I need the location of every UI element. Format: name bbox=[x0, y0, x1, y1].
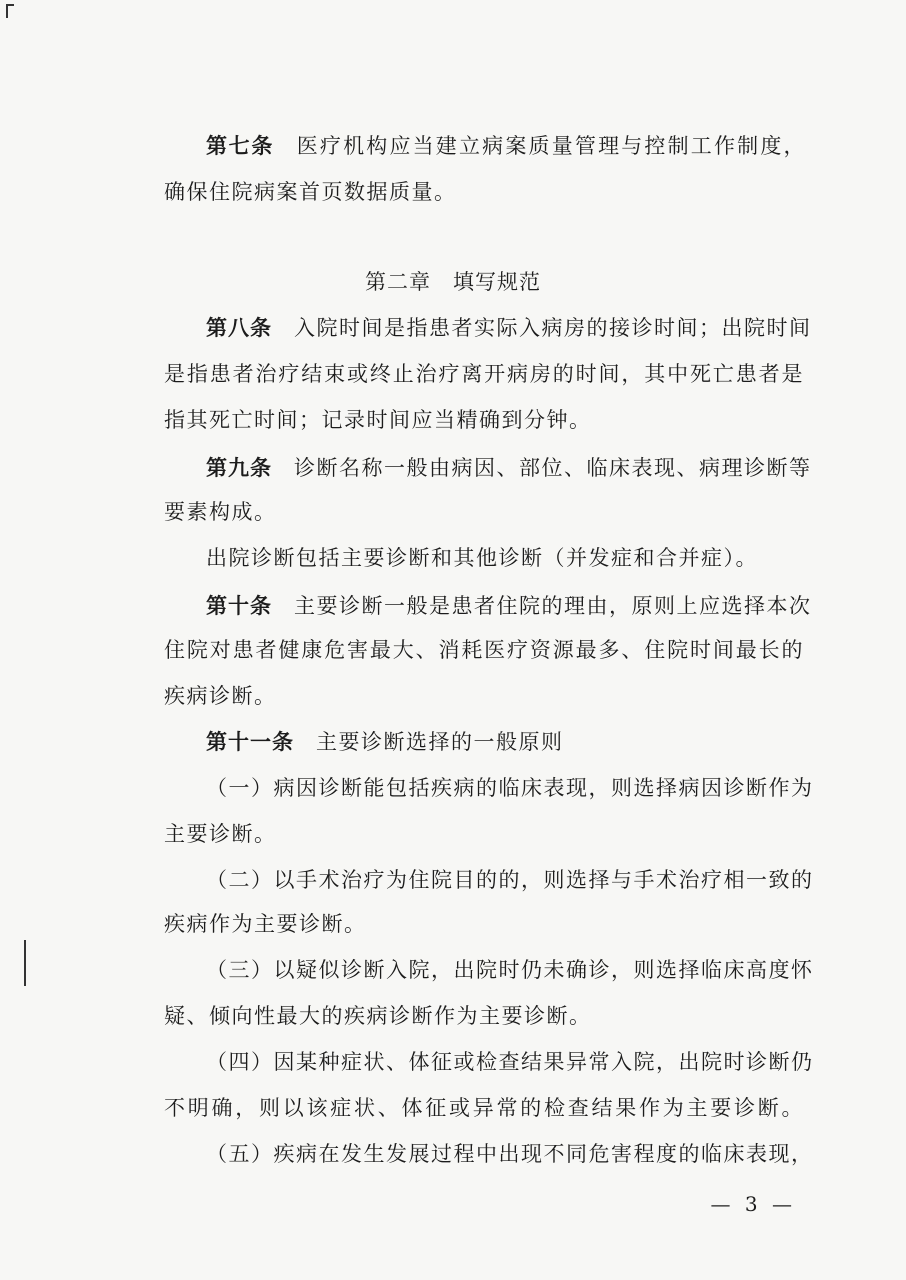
article-9-line-3: 出院诊断包括主要诊断和其他诊断（并发症和合并症）。 bbox=[206, 546, 758, 570]
article-8-line-2: 是指患者治疗结束或终止治疗离开病房的时间，其中死亡患者是 bbox=[164, 362, 804, 386]
article-10-line-1 bbox=[206, 592, 812, 620]
item-4-line-2: 不明确，则以该症状、体征或异常的检查结果作为主要诊断。 bbox=[164, 1096, 804, 1120]
article-11-label: 第十一条 bbox=[206, 730, 294, 754]
chapter-heading bbox=[0, 268, 906, 296]
chapter-title: 填写规范 bbox=[453, 270, 541, 294]
article-8-line-1 bbox=[206, 314, 812, 342]
item-3-line-2: 疑、倾向性最大的疾病诊断作为主要诊断。 bbox=[164, 1004, 592, 1028]
item-3-line-1: （三）以疑似诊断入院，出院时仍未确诊，则选择临床高度怀 bbox=[206, 958, 814, 982]
article-10-line-2: 住院对患者健康危害最大、消耗医疗资源最多、住院时间最长的 bbox=[164, 638, 804, 662]
article-7-line-1 bbox=[206, 132, 806, 160]
article-7-line-2: 确保住院病案首页数据质量。 bbox=[164, 180, 457, 204]
article-11-heading bbox=[206, 728, 806, 756]
item-1-line-1: （一）病因诊断能包括疾病的临床表现，则选择病因诊断作为 bbox=[206, 776, 814, 800]
article-9-line-1 bbox=[206, 454, 812, 482]
article-10-label: 第十条 bbox=[206, 594, 272, 618]
article-10-text: 主要诊断一般是患者住院的理由，原则上应选择本次 bbox=[294, 594, 812, 618]
item-2-line-1: （二）以手术治疗为住院目的的，则选择与手术治疗相一致的 bbox=[206, 868, 814, 892]
article-10-line-3: 疾病诊断。 bbox=[164, 684, 277, 708]
article-9-line-2: 要素构成。 bbox=[164, 500, 277, 524]
item-1-line-2: 主要诊断。 bbox=[164, 822, 277, 846]
article-8-line-3: 指其死亡时间；记录时间应当精确到分钟。 bbox=[164, 408, 592, 432]
article-9-label: 第九条 bbox=[206, 456, 272, 480]
scan-mark-top-tick bbox=[6, 4, 14, 6]
item-2-line-2: 疾病作为主要诊断。 bbox=[164, 912, 367, 936]
item-4-line-1: （四）因某种症状、体征或检查结果异常入院，出院时诊断仍 bbox=[206, 1050, 814, 1074]
chapter-number: 第二章 bbox=[365, 270, 431, 294]
article-9-text: 诊断名称一般由病因、部位、临床表现、病理诊断等 bbox=[294, 456, 812, 480]
scan-mark-left bbox=[24, 940, 26, 986]
article-8-text: 入院时间是指患者实际入病房的接诊时间；出院时间 bbox=[294, 316, 812, 340]
article-11-heading-text: 主要诊断选择的一般原则 bbox=[316, 730, 564, 754]
page-number: — 3 — bbox=[710, 1192, 796, 1216]
article-7-text: 医疗机构应当建立病案质量管理与控制工作制度， bbox=[296, 134, 807, 158]
article-8-label: 第八条 bbox=[206, 316, 272, 340]
scan-mark-top bbox=[6, 4, 8, 18]
item-5-line-1: （五）疾病在发生发展过程中出现不同危害程度的临床表现， bbox=[206, 1142, 814, 1166]
article-7-label: 第七条 bbox=[206, 134, 275, 158]
